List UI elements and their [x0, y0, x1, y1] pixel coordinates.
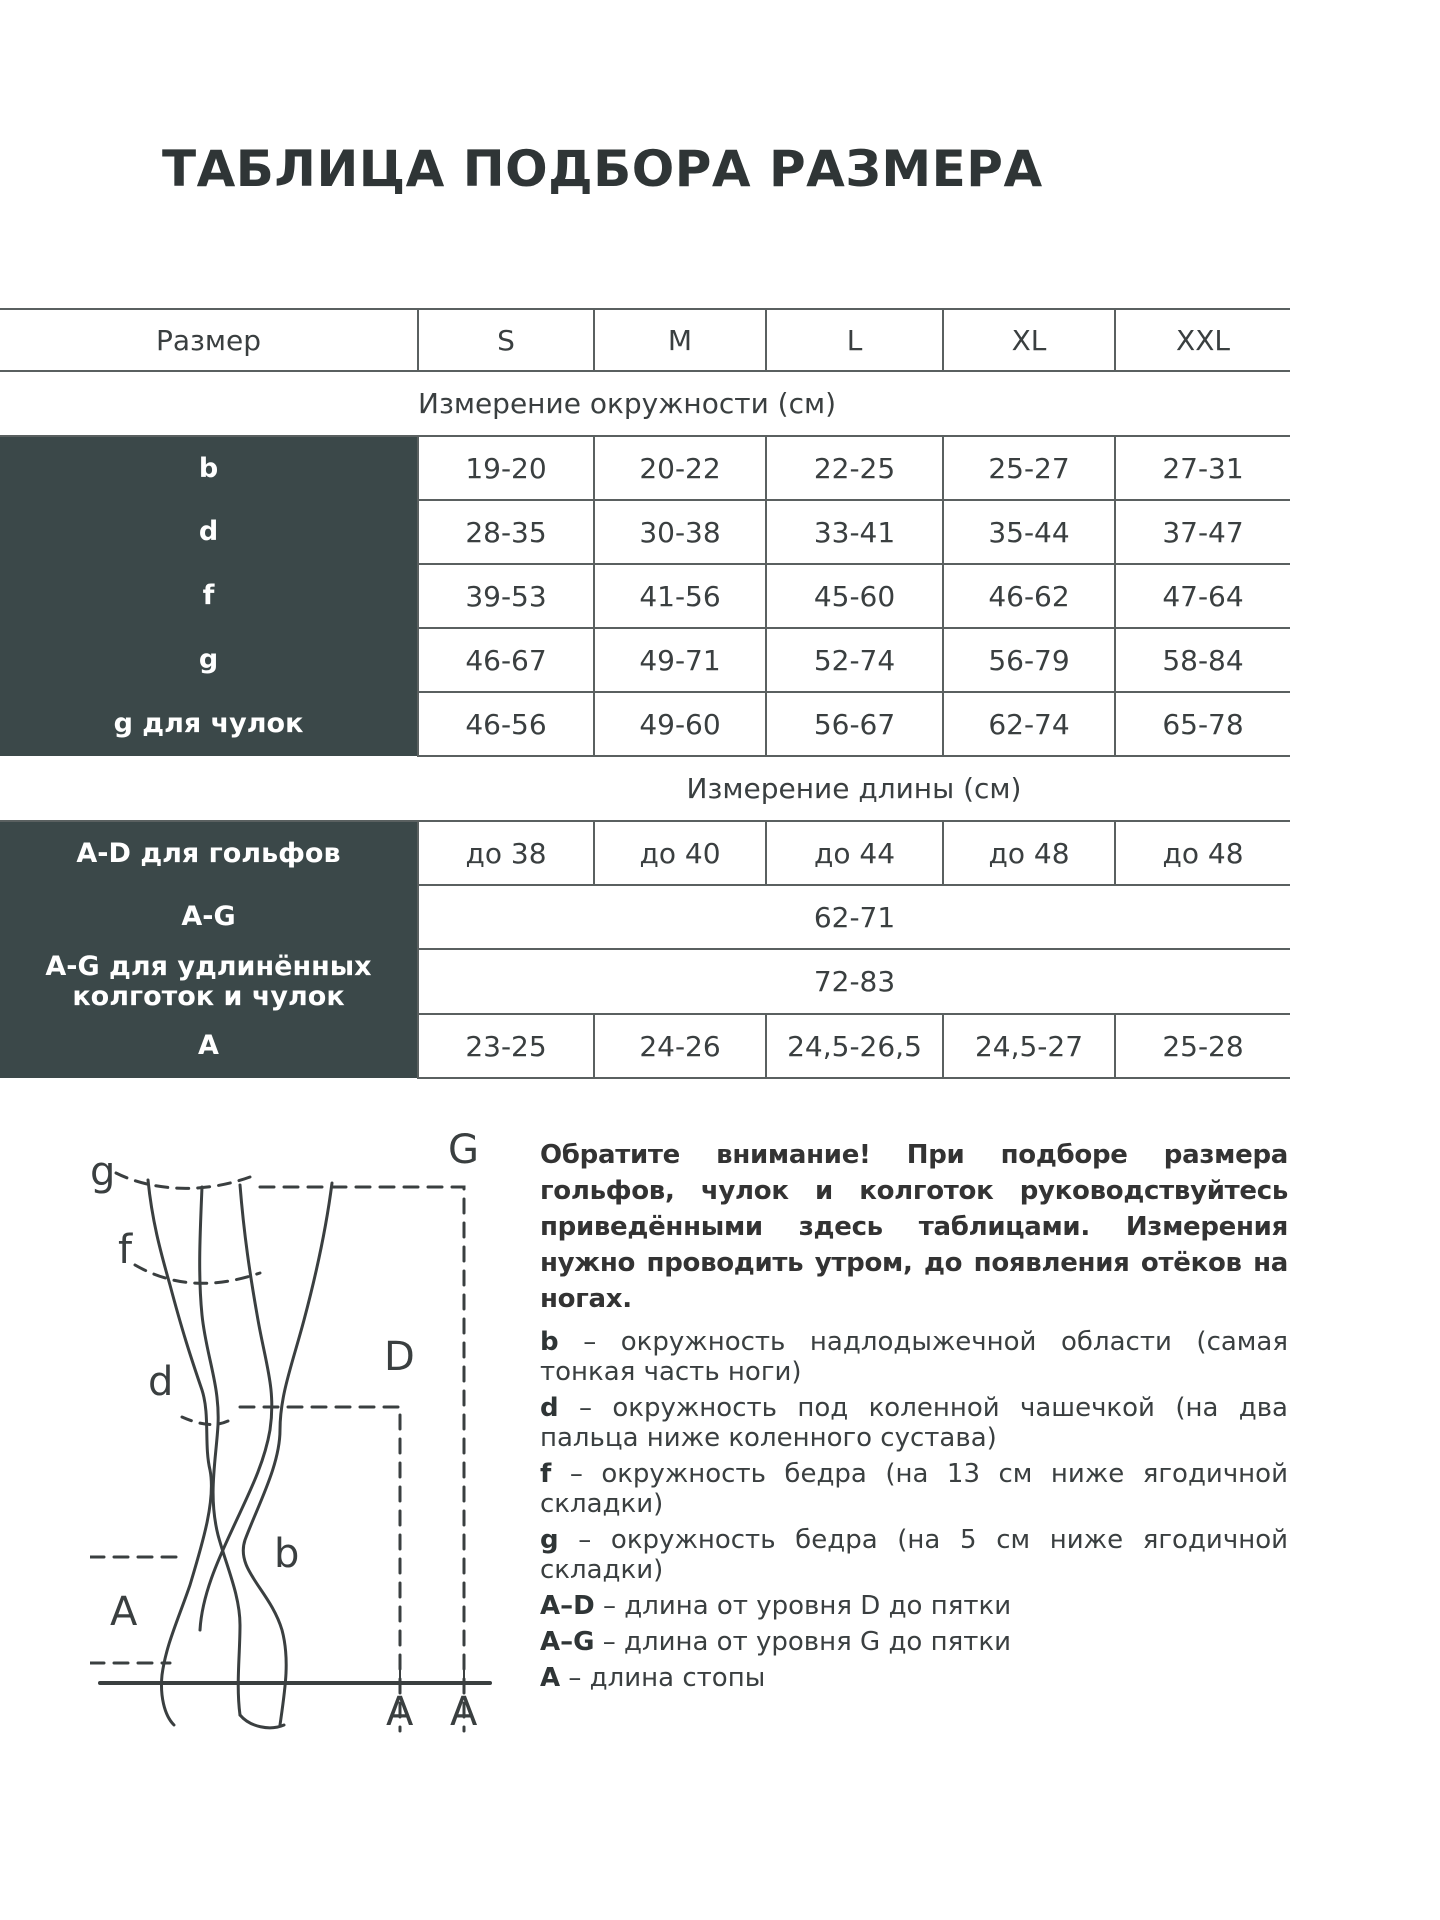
row-label-g: g: [0, 628, 418, 692]
table-cell: 20-22: [594, 436, 766, 500]
note-item: [540, 1459, 1288, 1519]
row-label-f: f: [0, 564, 418, 628]
header-cell-size: Размер: [0, 309, 418, 371]
dashed-f-curve: [135, 1265, 260, 1283]
table-cell: 35-44: [943, 500, 1115, 564]
table-cell: 46-67: [418, 628, 594, 692]
note-item: [540, 1591, 1288, 1621]
note-text: – длина стопы: [560, 1663, 766, 1693]
leg-left-outline: [148, 1180, 211, 1725]
table-cell: до 40: [594, 821, 766, 885]
table-cell: 24-26: [594, 1014, 766, 1078]
row-label-d: d: [0, 500, 418, 564]
table-cell: 56-67: [766, 692, 943, 756]
section-title-circumference: Измерение окружности (см): [0, 371, 1290, 436]
note-text: – окружность бедра (на 5 см ниже ягодичной складки): [540, 1525, 1288, 1585]
header-cell-xxl: XXL: [1115, 309, 1290, 371]
note-item: [540, 1327, 1288, 1387]
leg-right-outline: [243, 1183, 332, 1725]
table-cell: 58-84: [1115, 628, 1290, 692]
note-item: [540, 1663, 1288, 1693]
row-label-a: A: [0, 1014, 418, 1078]
leg-left-inner: [200, 1187, 240, 1715]
table-row: [0, 885, 1290, 949]
table-cell: 47-64: [1115, 564, 1290, 628]
section-row-circumference: [0, 371, 1290, 436]
diagram-label-a-bottom-1: A: [386, 1689, 414, 1735]
table-cell: 45-60: [766, 564, 943, 628]
table-cell: 30-38: [594, 500, 766, 564]
table-row: [0, 500, 1290, 564]
row-label-a-g-long: [0, 949, 418, 1014]
note-key: b: [540, 1327, 559, 1357]
table-row: [0, 1014, 1290, 1078]
table-cell: до 48: [1115, 821, 1290, 885]
table-cell: 19-20: [418, 436, 594, 500]
header-cell-s: S: [418, 309, 594, 371]
row-label-line: A-G для удлинённых: [45, 950, 372, 982]
page-title: ТАБЛИЦА ПОДБОРА РАЗМЕРА: [162, 140, 1043, 198]
table-cell: 24,5-27: [943, 1014, 1115, 1078]
table-row: [0, 949, 1290, 1014]
table-row: [0, 436, 1290, 500]
diagram-label-f: f: [118, 1227, 133, 1273]
table-row: [0, 821, 1290, 885]
table-cell: 28-35: [418, 500, 594, 564]
row-label-line: колготок и чулок: [72, 980, 345, 1012]
table-cell: 56-79: [943, 628, 1115, 692]
diagram-label-a-left: A: [110, 1589, 138, 1635]
table-cell: 25-28: [1115, 1014, 1290, 1078]
row-label-b: b: [0, 436, 418, 500]
table-cell-merged: 62-71: [418, 885, 1290, 949]
header-cell-m: M: [594, 309, 766, 371]
table-cell: 65-78: [1115, 692, 1290, 756]
table-cell: 22-25: [766, 436, 943, 500]
table-cell: 49-60: [594, 692, 766, 756]
table-cell: до 44: [766, 821, 943, 885]
diagram-label-d: d: [148, 1359, 174, 1405]
diagram-label-G: G: [448, 1127, 479, 1173]
table-cell-merged: 72-83: [418, 949, 1290, 1014]
note-text: – окружность надлодыжечной области (самая тонкая часть ноги): [540, 1327, 1288, 1387]
note-text: – длина от уровня G до пятки: [594, 1627, 1011, 1657]
note-key: A: [540, 1663, 561, 1693]
table-row: [0, 692, 1290, 756]
foot-outline: [240, 1715, 284, 1728]
note-key: A–D: [540, 1591, 595, 1621]
table-cell: 52-74: [766, 628, 943, 692]
diagram-label-a-bottom-2: A: [450, 1689, 478, 1735]
note-item: [540, 1393, 1288, 1453]
table-cell: 46-62: [943, 564, 1115, 628]
table-cell: 62-74: [943, 692, 1115, 756]
note-key: d: [540, 1393, 559, 1423]
table-row: [0, 628, 1290, 692]
size-table: [0, 308, 1290, 1079]
row-label-a-d: A-D для гольфов: [0, 821, 418, 885]
table-cell: 25-27: [943, 436, 1115, 500]
table-cell: 41-56: [594, 564, 766, 628]
row-label-g-stockings: g для чулок: [0, 692, 418, 756]
diagram-label-b: b: [274, 1531, 300, 1577]
leg-measurement-diagram: [90, 1125, 510, 1735]
note-item: [540, 1525, 1288, 1585]
section-title-length: Измерение длины (см): [0, 756, 1290, 821]
table-header-row: [0, 309, 1290, 371]
table-cell: 39-53: [418, 564, 594, 628]
leg-right-inner: [200, 1185, 272, 1630]
table-cell: 49-71: [594, 628, 766, 692]
note-text: – окружность под коленной чашечкой (на два пальца ниже коленного сустава): [540, 1393, 1288, 1453]
note-item: [540, 1627, 1288, 1657]
note-key: f: [540, 1459, 552, 1489]
measurement-notes: [540, 1137, 1288, 1699]
table-cell: до 38: [418, 821, 594, 885]
diagram-label-g: g: [90, 1149, 116, 1195]
diagram-label-D: D: [384, 1334, 415, 1380]
table-cell: 37-47: [1115, 500, 1290, 564]
notes-lead: Обратите внимание! При подборе размера гольфов, чулок и колготок руководствуйтесь приведёнными здесь таблицами. Измерения нужно проводить утром, до появления отёков на ногах.: [540, 1140, 1288, 1314]
table-cell: 46-56: [418, 692, 594, 756]
table-cell: 27-31: [1115, 436, 1290, 500]
dashed-g-curve: [116, 1173, 250, 1188]
table-row: [0, 564, 1290, 628]
table-cell: 23-25: [418, 1014, 594, 1078]
section-row-length: [0, 756, 1290, 821]
header-cell-l: L: [766, 309, 943, 371]
note-text: – длина от уровня D до пятки: [594, 1591, 1012, 1621]
table-cell: 33-41: [766, 500, 943, 564]
header-cell-xl: XL: [943, 309, 1115, 371]
table-cell: 24,5-26,5: [766, 1014, 943, 1078]
note-key: A–G: [540, 1627, 595, 1657]
table-cell: до 48: [943, 821, 1115, 885]
note-key: g: [540, 1525, 559, 1555]
dashed-g-line: [260, 1187, 464, 1731]
note-text: – окружность бедра (на 13 см ниже ягодичной складки): [540, 1459, 1288, 1519]
row-label-a-g: A-G: [0, 885, 418, 949]
